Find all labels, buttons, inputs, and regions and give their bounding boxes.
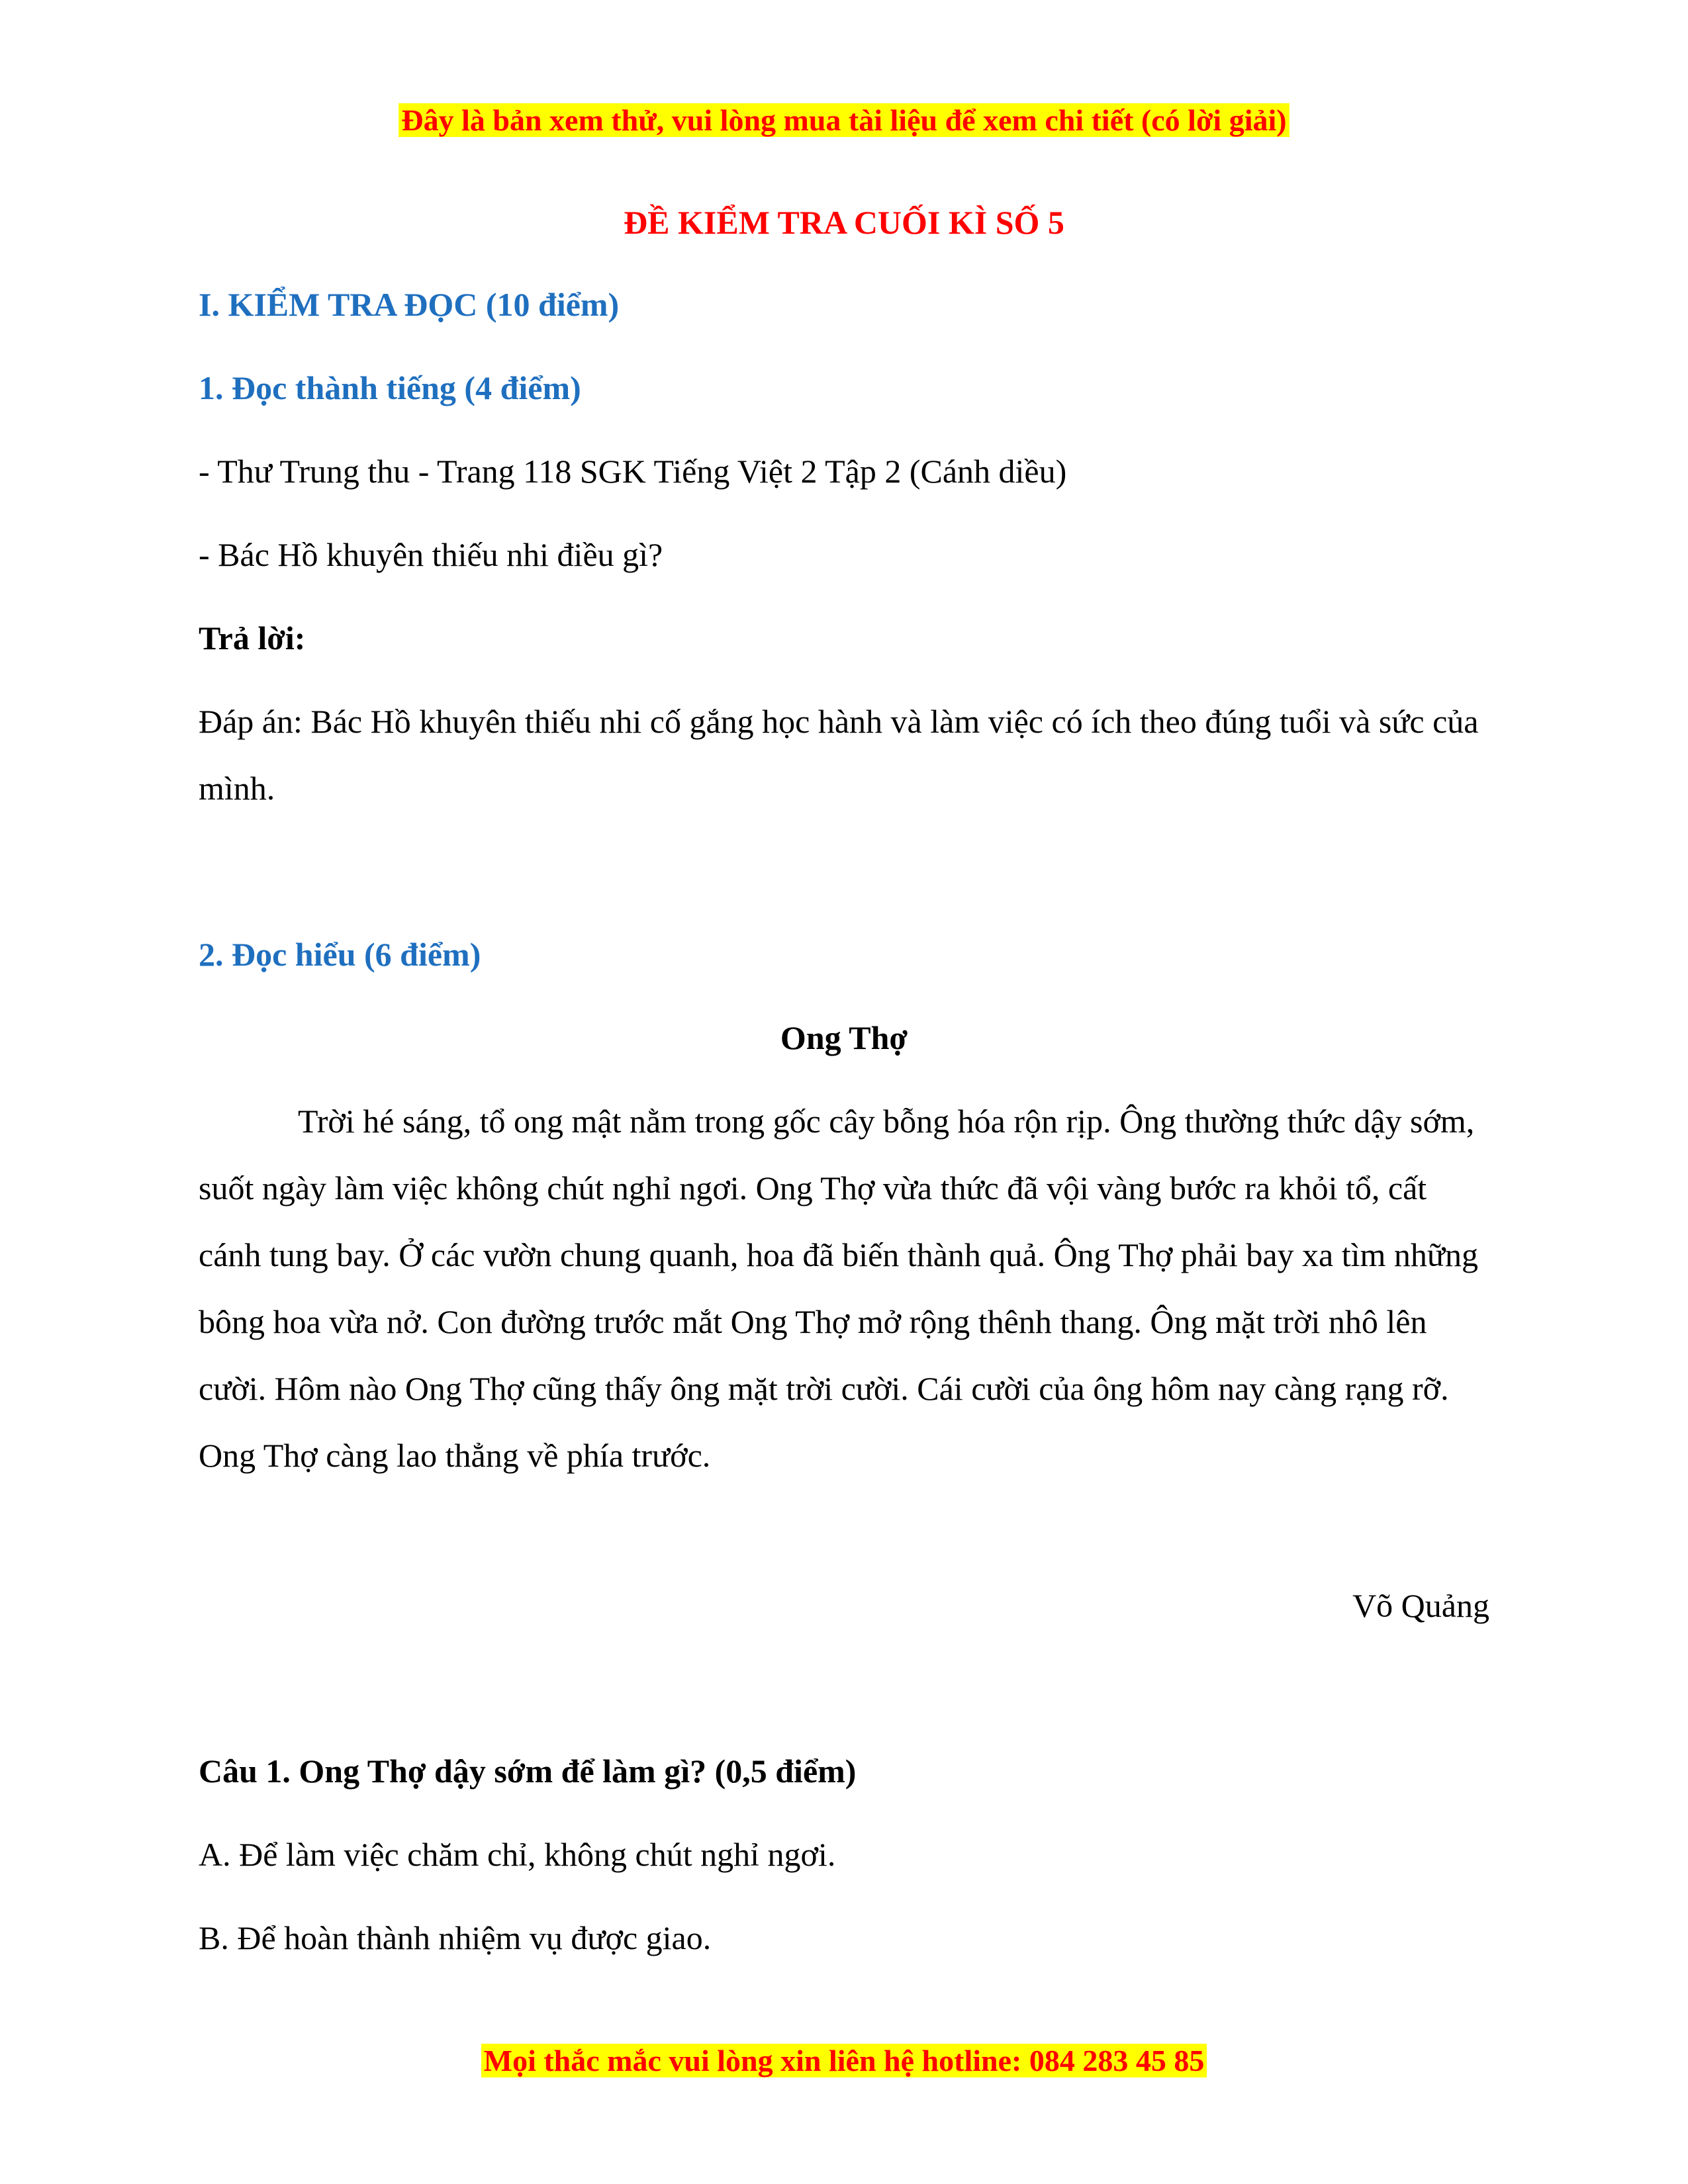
question-1: Câu 1. Ong Thợ dậy sớm để làm gì? (0,5 điểm)	[199, 1752, 857, 1790]
preview-notice	[0, 99, 1688, 139]
answer-label: Trả lời:	[199, 619, 306, 657]
preview-notice-text: Đây là bản xem thử, vui lòng mua tài liệu để xem chi tiết (có lời giải)	[399, 103, 1289, 137]
story-title: Ong Thợ	[780, 1019, 908, 1056]
option-a: A. Để làm việc chăm chỉ, không chút nghỉ ngơi.	[199, 1836, 836, 1873]
exam-title: ĐỀ KIỂM TRA CUỐI KÌ SỐ 5	[624, 204, 1064, 241]
story-author: Võ Quảng	[1352, 1587, 1489, 1624]
hotline-notice-text: Mọi thắc mắc vui lòng xin liên hệ hotline: 084 283 45 85	[481, 2044, 1207, 2077]
story-paragraph: Trời hé sáng, tổ ong mật nằm trong gốc cây bỗng hóa rộn rịp. Ông thường thức dậy sớm, suốt ngày làm việc không chút nghỉ ngơi. Ong Thợ vừa thức đã vội vàng bước ra khỏi tổ, cất cánh tung bay. Ở các vườn chung quanh, hoa đã biến thành quả. Ông Thợ phải bay xa tìm những bông hoa vừa nở. Con đường trước mắt Ong Thợ mở rộng thênh thang. Ông mặt trời nhô lên cười. Hôm nào Ong Thợ cũng thấy ông mặt trời cười. Cái cười của ông hôm nay càng rạng rỡ. Ong Thợ càng lao thẳng về phía trước.	[199, 1103, 1479, 1474]
answer-text: Đáp án: Bác Hồ khuyên thiếu nhi cố gắng học hành và làm việc có ích theo đúng tuổi và sức của mình.	[199, 703, 1479, 807]
reading-reference-line: - Thư Trung thu - Trang 118 SGK Tiếng Việt 2 Tập 2 (Cánh diều)	[199, 453, 1067, 490]
section-heading-reading: I. KIỂM TRA ĐỌC (10 điểm)	[199, 286, 620, 323]
option-b: B. Để hoàn thành nhiệm vụ được giao.	[199, 1919, 712, 1956]
subheading-read-aloud: 1. Đọc thành tiếng (4 điểm)	[199, 369, 581, 406]
hotline-notice	[0, 2040, 1688, 2079]
subheading-comprehension: 2. Đọc hiểu (6 điểm)	[199, 936, 481, 973]
question-line: - Bác Hồ khuyên thiếu nhi điều gì?	[199, 536, 663, 573]
